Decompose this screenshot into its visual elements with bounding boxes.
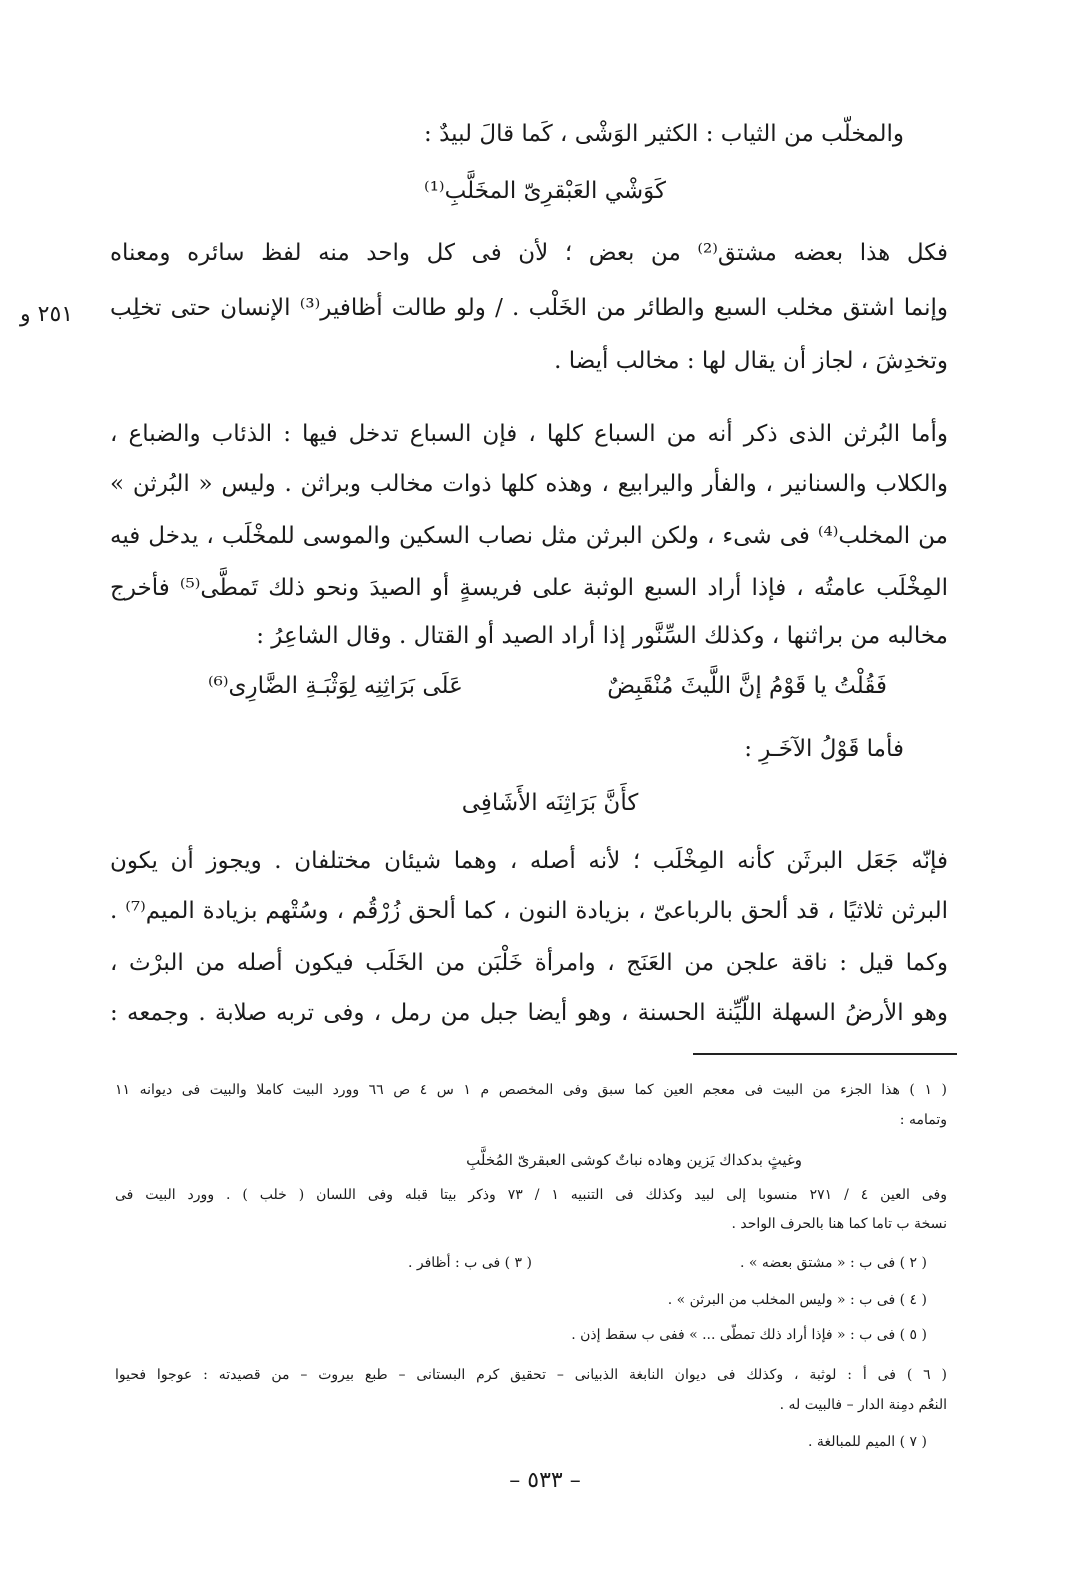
footnote-line: نسخة ب تاما كما هنا بالحرف الواحد .: [731, 1216, 947, 1232]
footnote-line: ( ١ ) هذا الجزء من البيت فى معجم العين كما سبق وفى المخصص م ١ س ٤ ص ٦٦ وورد البيت كاملا والبيت فى ديوانه ١١: [115, 1082, 947, 1098]
paragraph-line: والمخلّب من الثياب : الكثير الوَشْى ، كَما قالَ لبيدٌ :: [424, 121, 904, 147]
paragraph-line: وكما قيل : ناقة علجن من العَنَج ، وامرأة خَلْبَن من الخَلَب فيكون أصله من البرْث ،: [110, 950, 948, 976]
paragraph-line: والكلاب والسنانير ، والفأر واليرابيع ، وهذه كلها ذوات مخالب وبراثن . وليس « البُرثن »: [110, 471, 948, 497]
footnote-line: النعُم دمِنة الدار – فالبيت له .: [779, 1397, 947, 1413]
paragraph-line: المِخْلَب عامتُه ، فإذا أراد السبع الوثبة على فريسةٍ أو الصيدَ ونحو ذلك تَمطَّى⁽⁵⁾ فأخرج: [110, 575, 948, 601]
paragraph-line: وإنما اشتق مخلب السبع والطائر من الخَلْب . / ولو طالت أظافير⁽³⁾ الإنسان حتى تخلِب: [110, 295, 948, 321]
paragraph-line: من المخلب⁽⁴⁾ فى شىء ، ولكن البرثن مثل نصاب السكين والموسى للمخْلَب ، يدخل فيه: [110, 523, 948, 549]
page-number: – ٥٣٣ –: [509, 1468, 581, 1493]
verse-line: كَوَشْي العَبْقرِىّ المخَلَّبِ⁽¹⁾: [424, 178, 666, 204]
footnote-line: ( ٥ ) فى ب : « فإذا أراد ذلك تمطّى ... » ففى ب سقط إذن .: [571, 1327, 927, 1343]
verse-line: كأَنَّ بَرَاثِنَه الأَشَافِى: [461, 790, 639, 816]
verse-hemistich-right: فَقُلْتُ يا قَوْمُ إنَّ اللَّيثَ مُنْقَبِضٌ: [607, 673, 887, 699]
footnote-line: ( ٧ ) الميم للمبالغة .: [808, 1434, 927, 1450]
footnote-line: ( ٤ ) فى ب : « وليس المخلب من البرثن » .: [667, 1292, 927, 1308]
footnote-line: ( ٦ ) فى أ : لوثبة ، وكذلك فى ديوان النابغة الذبيانى – تحقيق كرم البستانى – طبع بيروت – من قصيدته : عوجوا فحيوا: [115, 1367, 947, 1383]
paragraph-line: فكل هذا بعضه مشتق⁽²⁾ من بعض ؛ لأن فى كل واحد منه لفظ سائره ومعناه: [110, 240, 948, 266]
paragraph-line: مخالبه من براثنها ، وكذلك السِّنَّور إذا أراد الصيد أو القتال . وقال الشاعِرُ :: [256, 623, 948, 649]
paragraph-line: فإنّه جَعَل البرثَن كأنه المِخْلَب ؛ لأنه أصله ، وهما شيئان مختلفان . ويجوز أن يكون: [110, 848, 948, 874]
verse-hemistich-left: عَلَى بَرَاثِنِه لِوَثْبَـةِ الضَّارِى⁽⁶⁾: [208, 673, 463, 699]
footnote-line: وتمامه :: [899, 1112, 947, 1128]
paragraph-line: وأما البُرثن الذى ذكر أنه من السباع كلها ، فإن السباع تدخل فيها : الذئاب والضباع ،: [110, 421, 948, 447]
paragraph-line: فأما قَوْلُ الآخَـرِ :: [744, 736, 904, 762]
paragraph-line: وتخدِشَ ، لجاز أن يقال لها : مخالب أيضا .: [554, 348, 948, 374]
footnote-divider: [693, 1053, 957, 1055]
footnote-verse: وغيثٍ بدكداك يَزين وهاده نباتٌ كوشى العبقرىّ المُخلَّبِ: [466, 1151, 802, 1169]
footnote-line: ( ٣ ) فى ب : أظافر .: [407, 1255, 532, 1271]
paragraph-line: وهو الأرضُ السهلة اللّيِّنة الحسنة ، وهو أيضا جبل من رمل ، وفى تربه صلابة . وجمعه :: [110, 1000, 948, 1026]
footnote-line: ( ٢ ) فى ب : « مشتق بعضه » .: [740, 1255, 927, 1271]
footnote-line: وفى العين ٤ / ٢٧١ منسوبا إلى لبيد وكذلك فى التنبيه ١ / ٧٣ وذكر بيتا قبله وفى اللسان ( خلب ) . وورد البيت فى: [115, 1187, 947, 1203]
margin-folio-note: ٢٥١ و: [20, 302, 74, 327]
paragraph-line: البرثن ثلاثيًا ، قد ألحق بالرباعىّ ، بزيادة النون ، كما ألحق زُرْقُم ، وسُتْهم بزيادة الميم⁽⁷⁾ .: [110, 898, 948, 924]
